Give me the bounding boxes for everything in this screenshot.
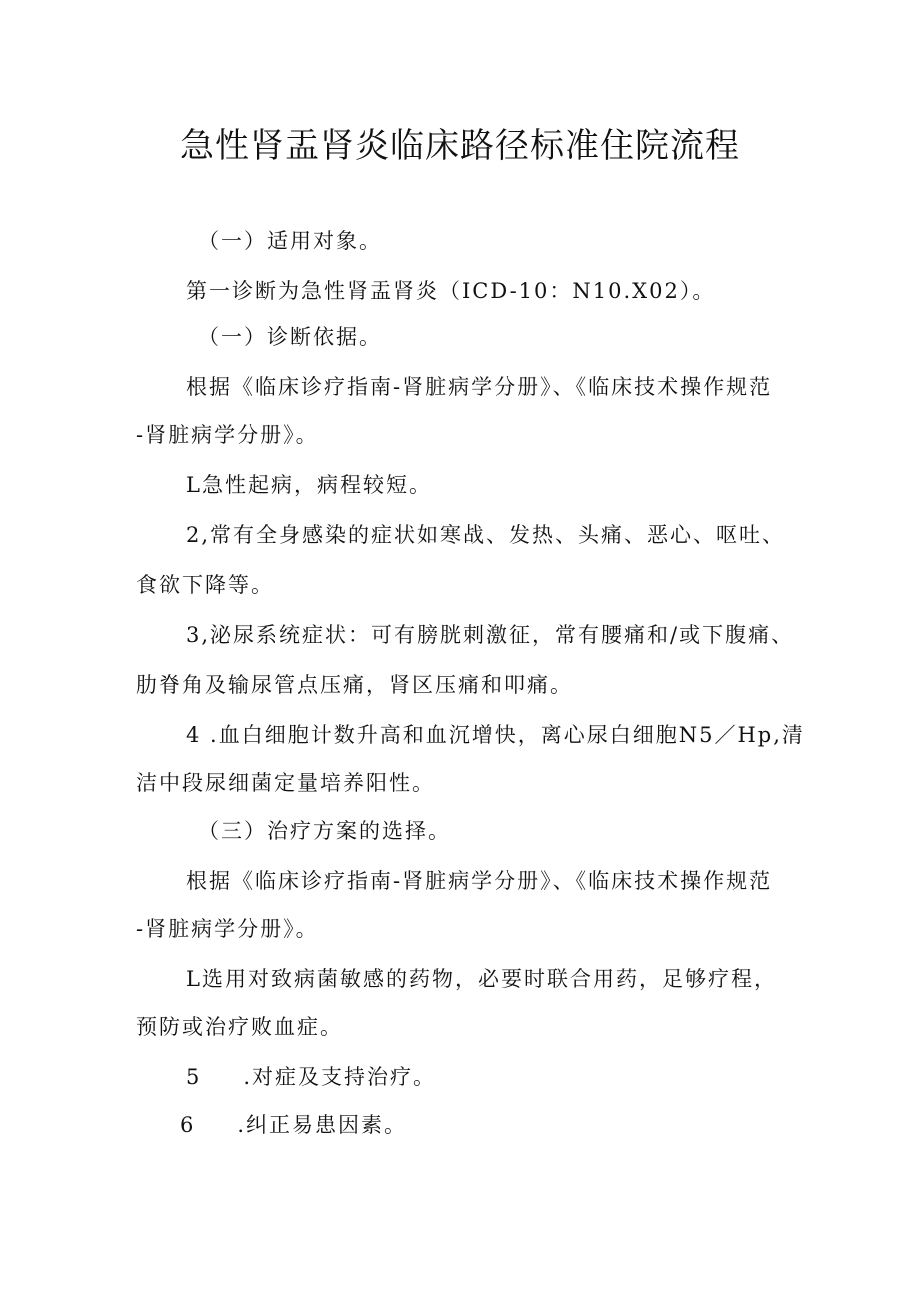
paragraph-line: 根据《临床诊疗指南-肾脏病学分册》、《临床技术操作规范	[186, 869, 773, 893]
paragraph-line: 肋脊角及输尿管点压痛，肾区压痛和叩痛。	[136, 673, 573, 697]
document-title: 急性肾盂肾炎临床路径标准住院流程	[180, 126, 740, 166]
section-heading: （三）治疗方案的选择。	[198, 819, 451, 843]
paragraph-line: 2,常有全身感染的症状如寒战、发热、头痛、恶心、呕吐、	[186, 523, 786, 547]
paragraph-line: -肾脏病学分册》。	[136, 917, 319, 941]
paragraph-line: 食欲下降等。	[136, 573, 274, 597]
list-item-text: .纠正易患因素。	[237, 1113, 408, 1137]
paragraph-line: 3,泌尿系统症状：可有膀胱刺激征，常有腰痛和/或下腹痛、	[186, 623, 795, 647]
list-item-text: .对症及支持治疗。	[243, 1065, 437, 1089]
paragraph-line: 第一诊断为急性肾盂肾炎（ICD-10：N10.X02）。	[186, 279, 716, 303]
list-item	[186, 1062, 436, 1092]
list-item-number: 5	[186, 1065, 202, 1089]
section-heading: （一）适用对象。	[198, 229, 382, 253]
paragraph-line: -肾脏病学分册》。	[136, 423, 319, 447]
section-heading: （一）诊断依据。	[198, 325, 382, 349]
paragraph-line: 根据《临床诊疗指南-肾脏病学分册》、《临床技术操作规范	[186, 375, 773, 399]
paragraph-line: 预防或治疗败血症。	[136, 1015, 343, 1039]
paragraph-line: L选用对致病菌敏感的药物，必要时联合用药，足够疗程，	[186, 967, 777, 991]
list-item	[180, 1110, 407, 1140]
paragraph-line: 洁中段尿细菌定量培养阳性。	[136, 771, 435, 795]
paragraph-line: L急性起病，病程较短。	[186, 473, 432, 497]
list-item-number: 6	[180, 1113, 196, 1137]
paragraph-line: 4 .血白细胞计数升高和血沉增快，离心尿白细胞N5／Hp,清	[186, 723, 805, 747]
